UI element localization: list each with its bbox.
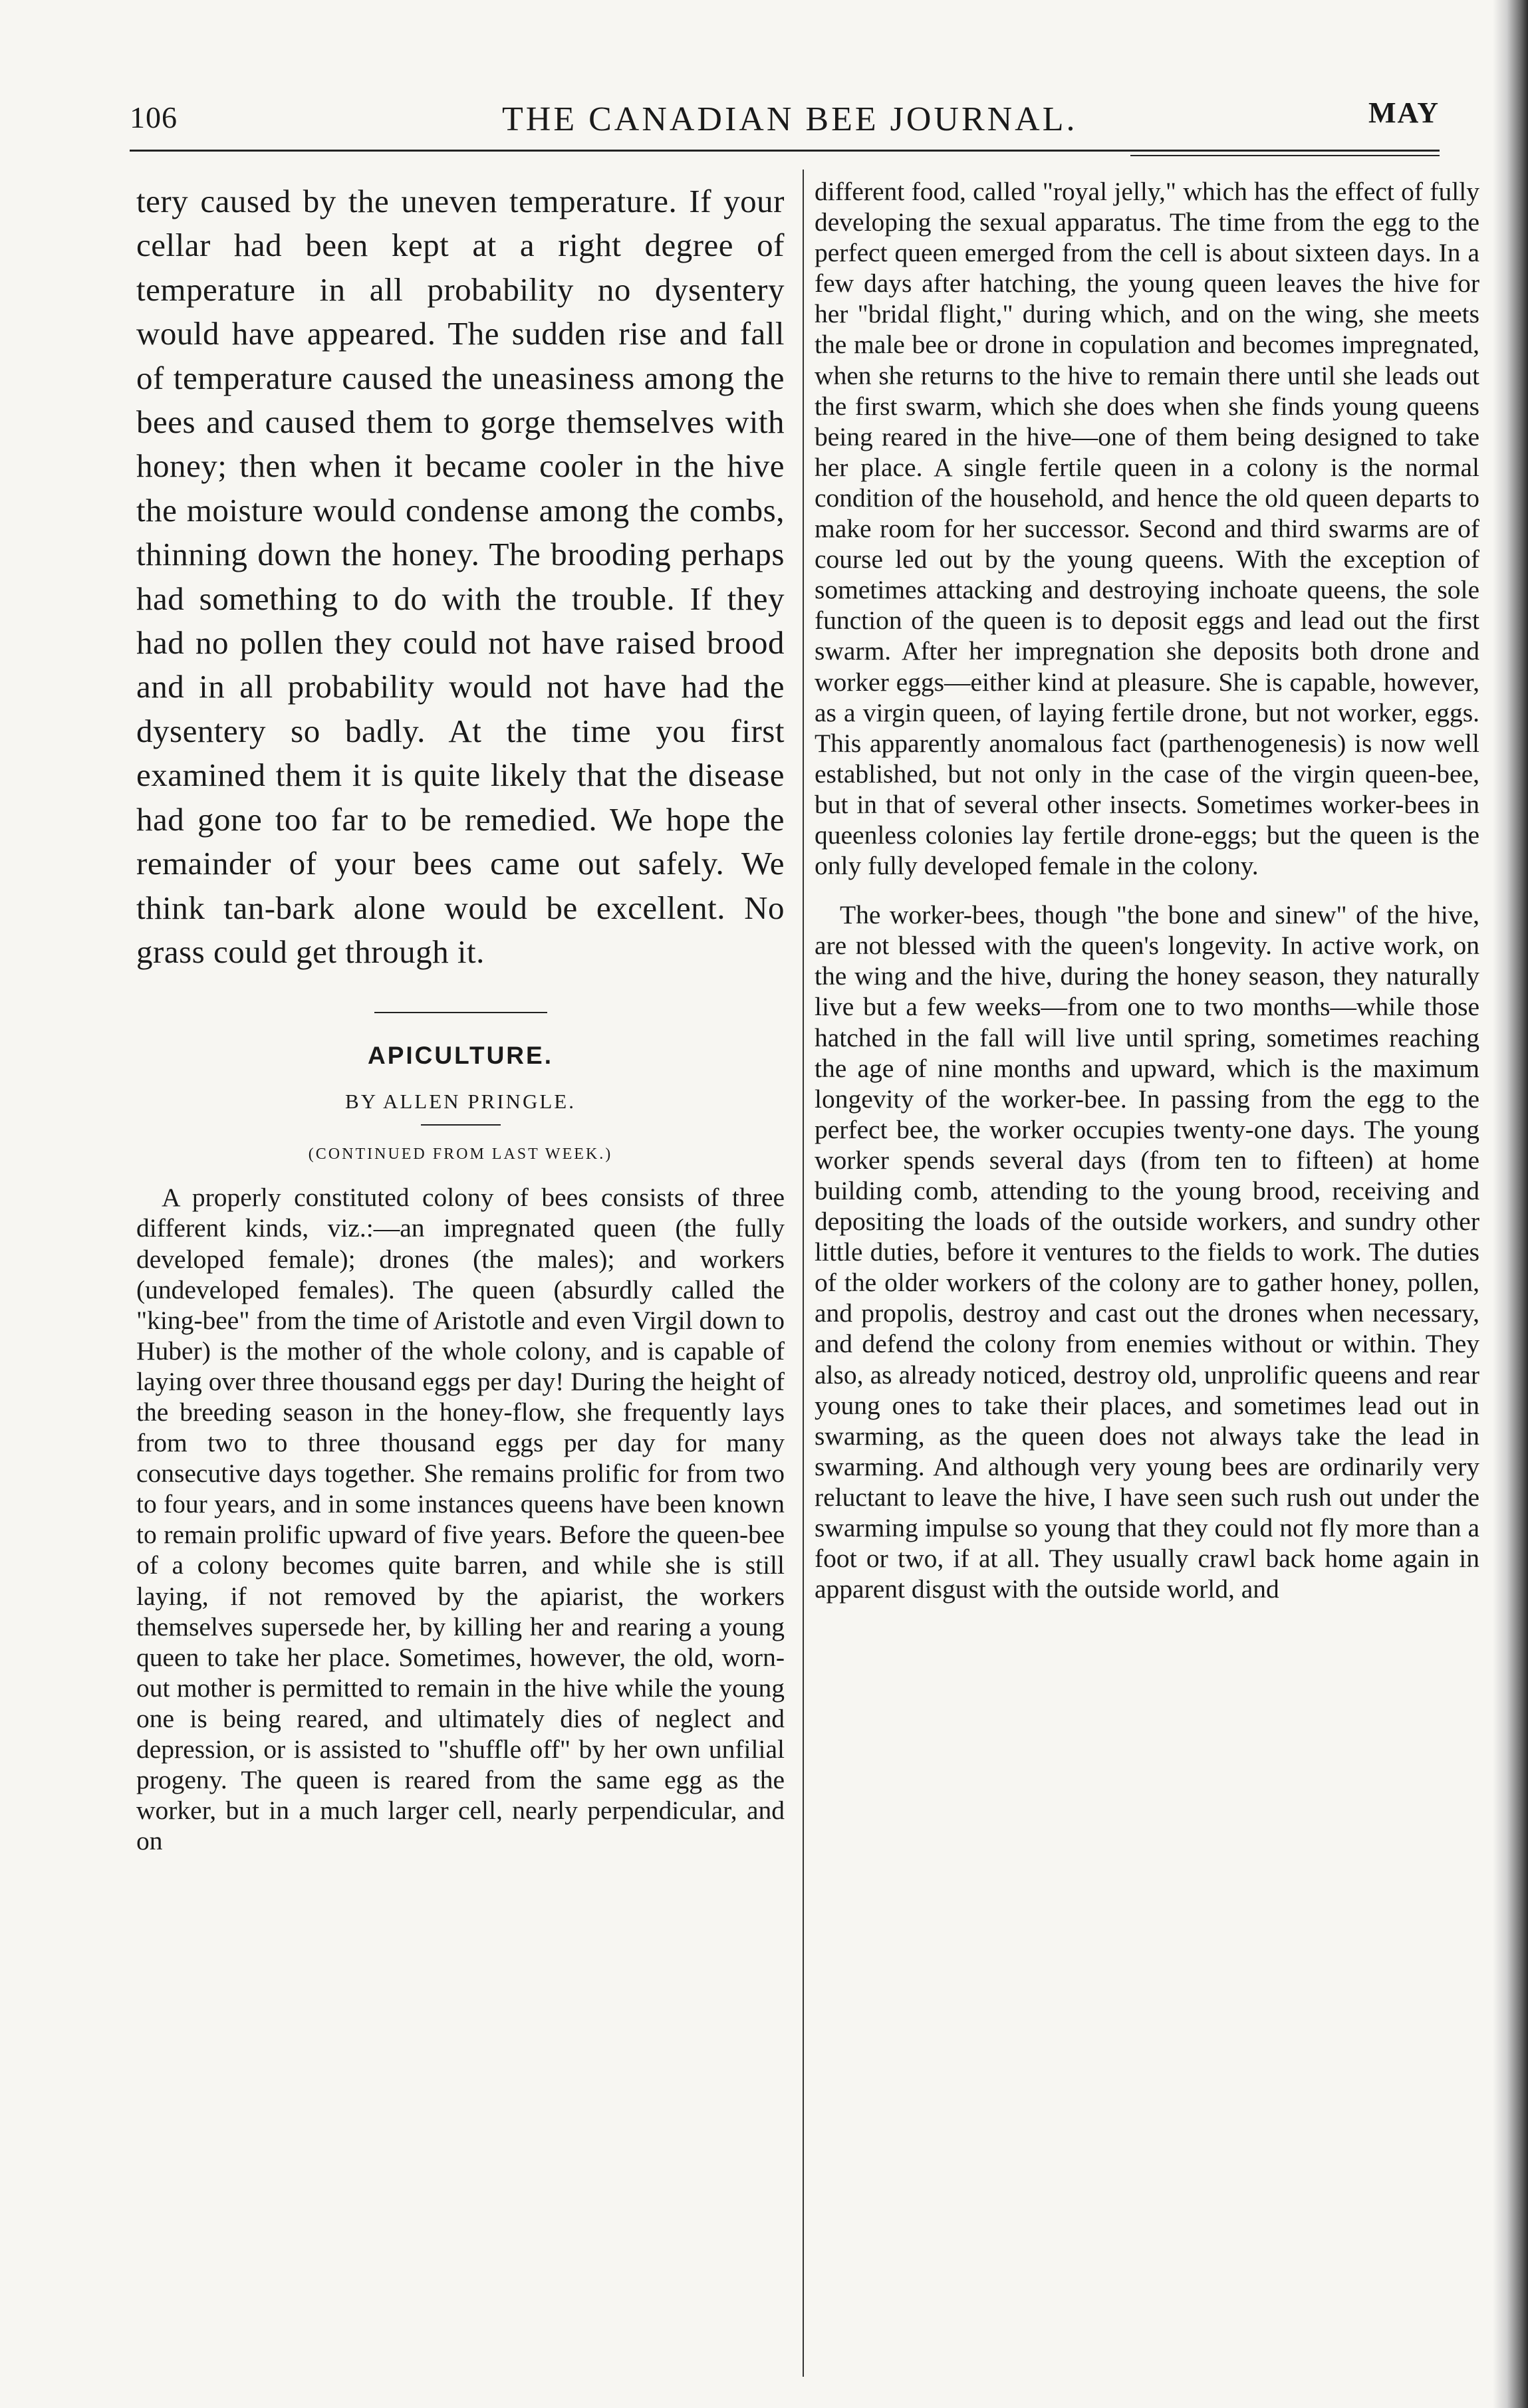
answer-paragraph: tery caused by the uneven temperature. If your cellar had been kept at a right degree of temperature in all probability no dysentery would have appeared. The sudden rise and fall of temperature caused the uneasiness among the bees and caused them to gorge themselves with honey; then when it became cooler in the hive the moisture would condense among the combs, thinning down the honey. The brooding perhaps had something to do with the trouble. If they had no pollen they could not have raised brood and in all probability would not have had the dysentery so badly. At the time you first examined them it is quite likely that the disease had gone too far to be remedied. We hope the remainder of your bees came out safely. We think tan-bark alone would be excellent. No grass could get through it. <box>136 183 785 970</box>
article-paragraph-continued: different food, called "royal jelly," which has the effect of fully developing the sexual apparatus. The time from the egg to the perfect queen emerged from the cell is about sixteen days. In a few days after hatching, the young queen leaves the hive for her "bridal flight," during which, and on the wing, she meets the male bee or drone in copulation and becomes impregnated, when she returns to the hive to remain there until she leads out the first swarm, which she does when she finds young queens being reared in the hive—one of them being designed to take her place. A single fertile queen in a colony is the normal condition of the household, and hence the old queen departs to make room for her successor. Second and third swarms are of course led out by the young queens. With the exception of sometimes attacking and destroying inchoate queens, the sole function of the queen is to deposit eggs and lead out the first swarm. After her impregnation she deposits both drone and worker eggs—either kind at pleasure. She is capable, however, as a virgin queen, of laying fertile drone, but not worker, eggs. This apparently anomalous fact (parthenogenesis) is now well established, but not only in the case of the virgin queen-bee, but in that of several other insects. Sometimes worker-bees in queenless colonies lay fertile drone-eggs; but the queen is the only fully developed female in the colony. <box>815 177 1479 881</box>
article-title: APICULTURE. <box>368 1042 553 1070</box>
article-byline: BY ALLEN PRINGLE. <box>345 1090 576 1114</box>
section-ornament <box>136 1001 785 1022</box>
header-rule <box>130 150 1440 152</box>
header-rule-secondary <box>1130 155 1440 156</box>
continued-note: (CONTINUED FROM LAST WEEK.) <box>308 1145 613 1163</box>
page-edge-shadow <box>1493 0 1528 2408</box>
journal-title: THE CANADIAN BEE JOURNAL. <box>502 100 1078 138</box>
issue-month: MAY <box>1368 96 1440 129</box>
worker-bees-paragraph: The worker-bees, though "the bone and sinew" of the hive, are not blessed with the queen's longevity. In active work, on the wing and the hive, during the honey season, they naturally live but a few weeks—from one to two months—while those hatched in the fall will live until spring, sometimes reaching the age of nine months and upward, which is the maximum longevity of the worker-bee. In passing from the egg to the perfect bee, the worker occupies twenty-one days. The young worker spends several days (from ten to fifteen) at home building comb, attending to the young brood, receiving and depositing the loads of the outside workers, and sundry other little duties, before it ventures to the fields to work. The duties of the older workers of the colony are to gather honey, pollen, and propolis, destroy and cast out the drones when necessary, and defend the colony from enemies without or within. They also, as already noticed, destroy old, unprolific queens and rear young ones to take their places, and sometimes lead out in swarming, as the queen does not always take the lead in swarming. And although very young bees are ordinarily very reluctant to leave the hive, I have seen such rush out under the swarming impulse so young that they could not fly more than a foot or two, if at all. They usually crawl back home again in apparent disgust with the outside world, and <box>815 900 1479 1604</box>
page-number: 106 <box>130 100 178 134</box>
left-column <box>136 180 785 1856</box>
ornament-rule <box>374 1012 547 1013</box>
article-paragraph: A properly constituted colony of bees consists of three different kinds, viz.:—an impregnated queen (the fully developed female); drones (the males); and workers (undeveloped females). The queen (absurdly called the "king-bee" from the time of Aristotle and even Virgil down to Huber) is the mother of the whole colony, and is capable of laying over three thousand eggs per day! During the height of the breeding season in the honey-flow, she frequently lays from two to three thousand eggs per day for many consecutive days together. She remains prolific for from two to four years, and in some instances queens have been known to remain prolific upward of five years. Before the queen-bee of a colony becomes quite barren, and while she is still laying, if not removed by the apiarist, the workers themselves supersede her, by killing her and rearing a young queen to take her place. Sometimes, however, the old, worn-out mother is permitted to remain in the hive while the young one is being reared, and ultimately dies of neglect and depression, or is assisted to "shuffle off" by her own unfilial progeny. The queen is reared from the same egg as the worker, but in a much larger cell, nearly perpendicular, and on <box>136 1183 785 1856</box>
page-header <box>130 96 1440 153</box>
column-divider <box>803 170 804 2377</box>
right-column <box>815 176 1479 1604</box>
byline-rule <box>421 1124 501 1126</box>
